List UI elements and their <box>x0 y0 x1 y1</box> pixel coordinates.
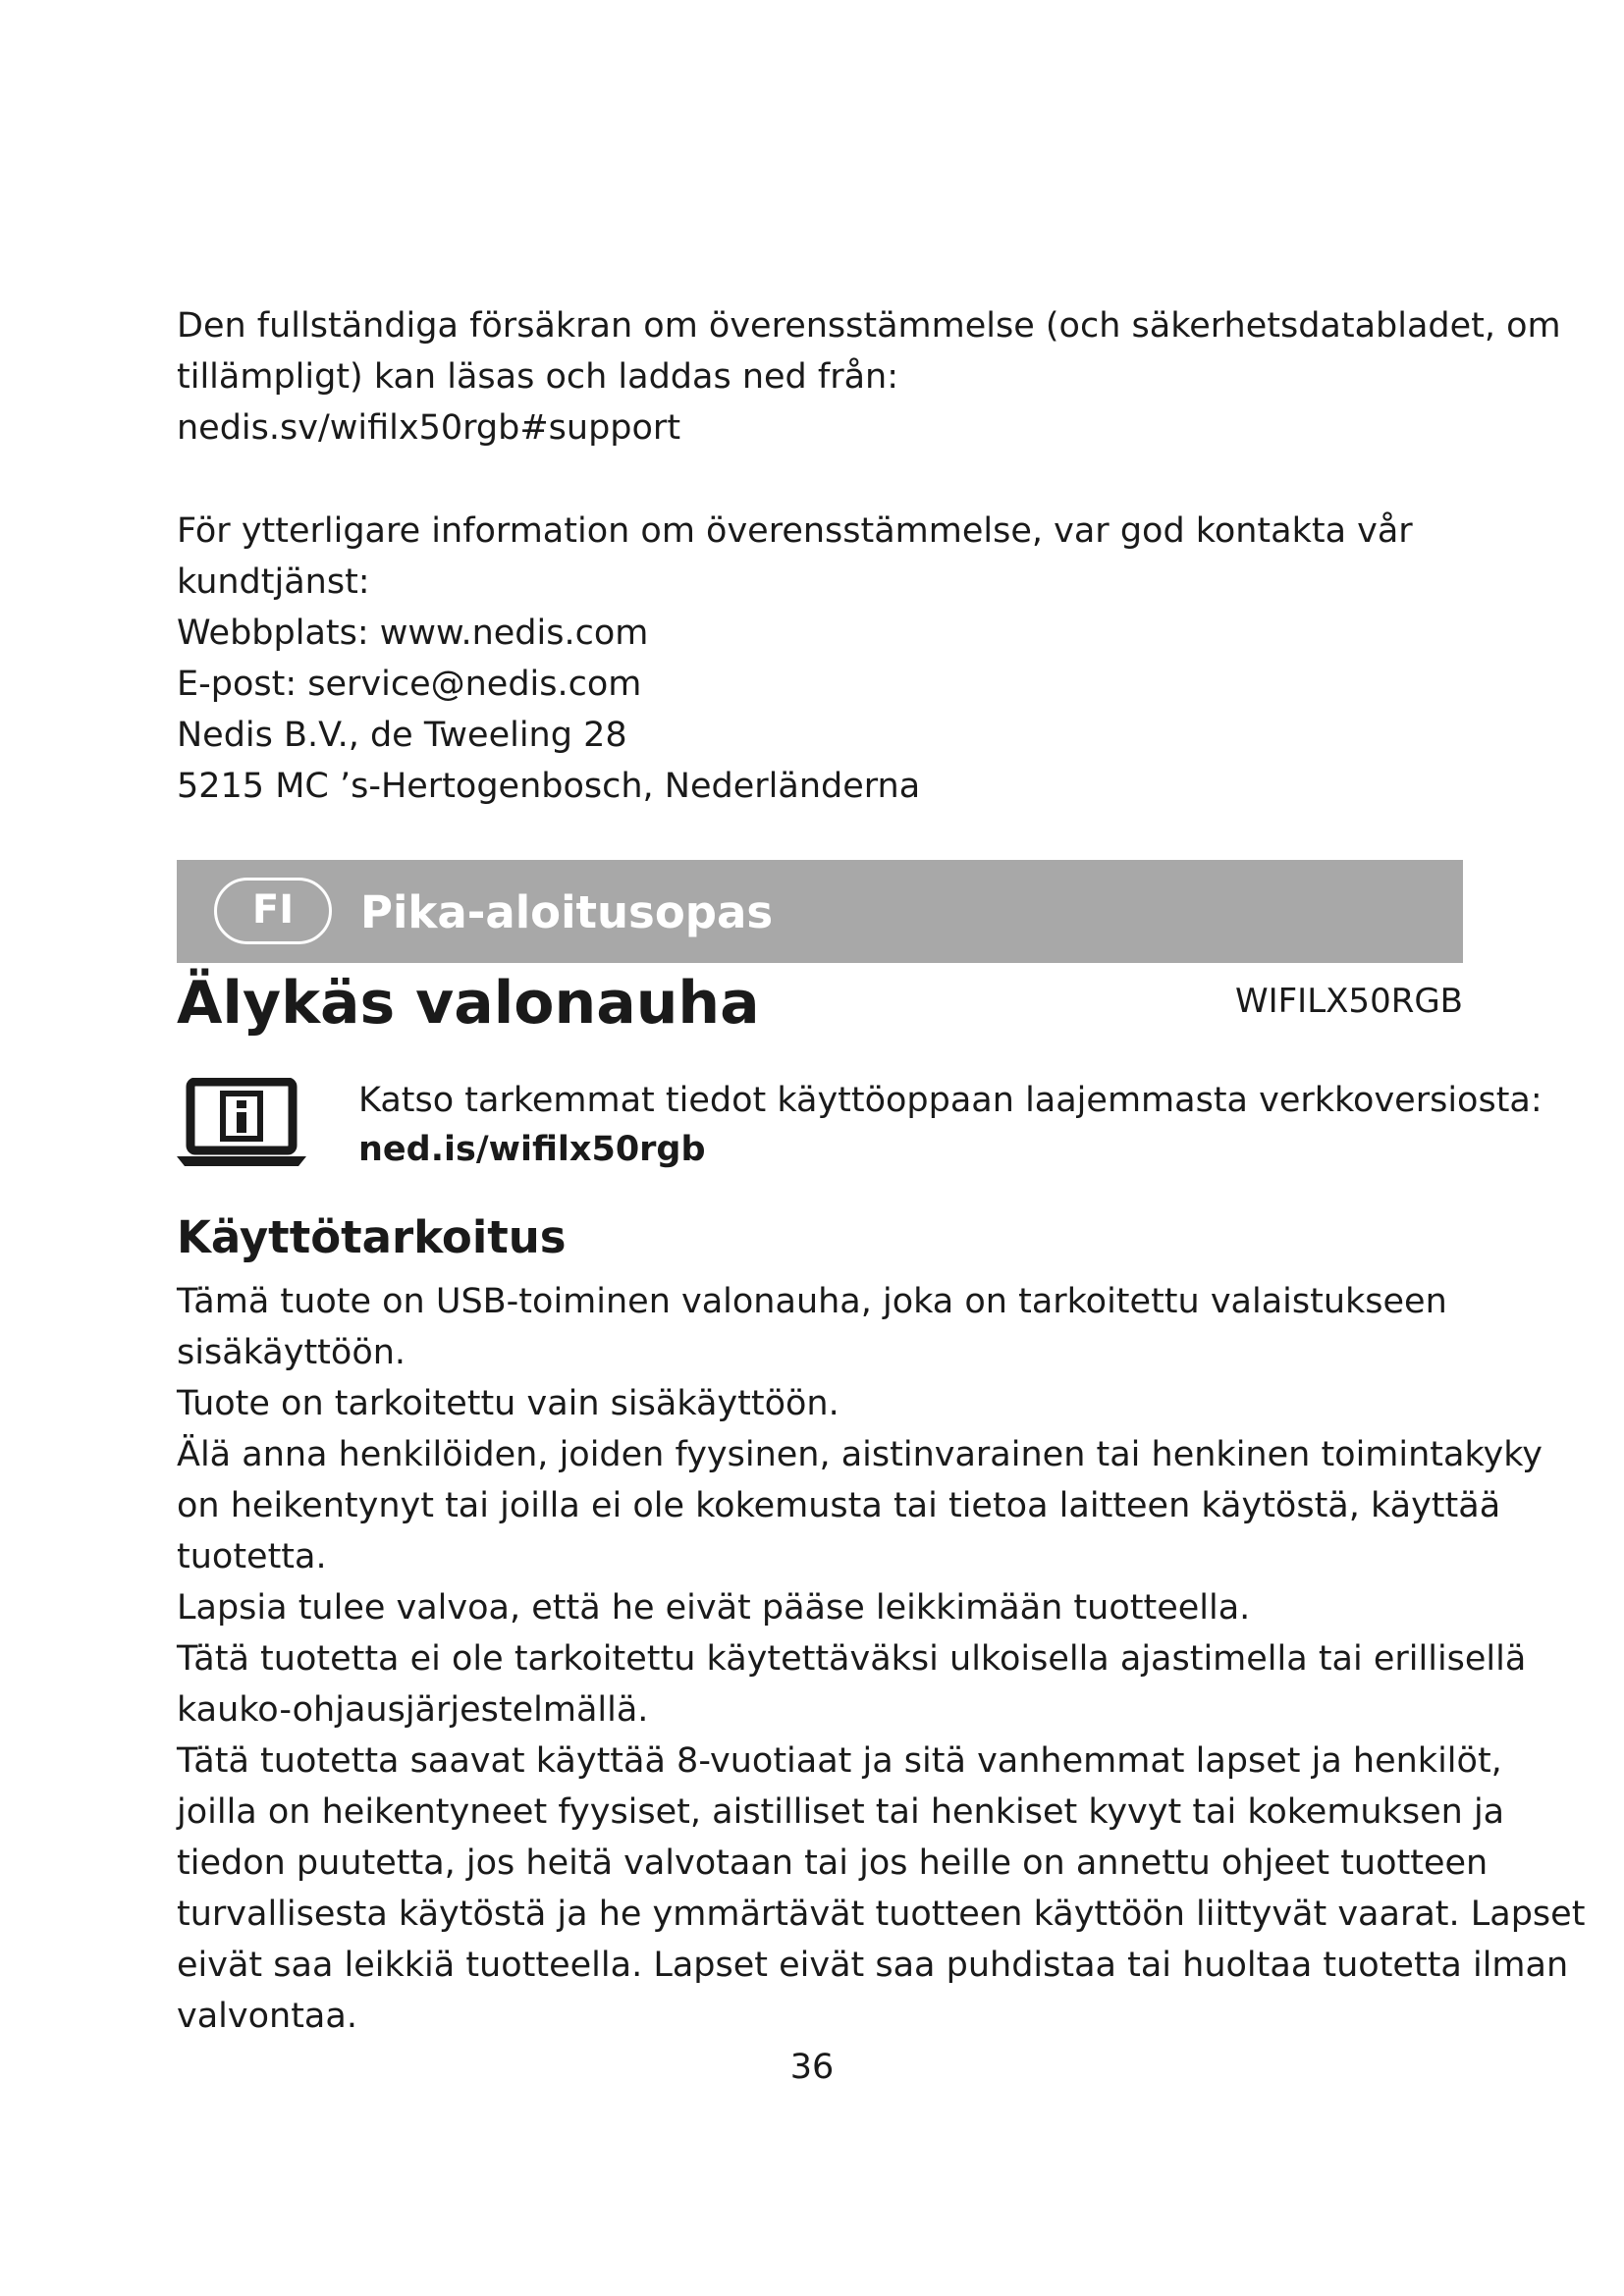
text-line: sisäkäyttöön. <box>177 1333 406 1372</box>
text-line: tuotetta. <box>177 1537 327 1576</box>
online-manual-info <box>358 1076 1543 1174</box>
laptop-info-icon <box>177 1078 306 1168</box>
text-line: För ytterligare information om överensstämmelse, var god kontakta vår <box>177 511 1413 551</box>
intended-use-body <box>177 1276 1586 2042</box>
text-line: tiedon puutetta, jos heitä valvotaan tai jos heille on annettu ohjeet tuotteen <box>177 1843 1489 1883</box>
text-line: eivät saa leikkiä tuotteella. Lapset eivät saa puhdistaa tai huoltaa tuotetta ilman <box>177 1946 1569 1985</box>
text-line: Tätä tuotetta ei ole tarkoitettu käytettäväksi ulkoisella ajastimella tai erillisellä <box>177 1639 1527 1679</box>
product-title: Älykäs valonauha <box>177 969 760 1038</box>
page-number: 36 <box>789 2048 835 2087</box>
text-line: Den fullständiga försäkran om överensstämmelse (och säkerhetsdatabladet, om <box>177 306 1561 346</box>
text-line: tillämpligt) kan läsas och laddas ned från: <box>177 357 899 397</box>
text-line: joilla on heikentyneet fyysiset, aistilliset tai henkiset kyvyt tai kokemuksen ja <box>177 1792 1505 1832</box>
support-link[interactable]: nedis.sv/wifilx50rgb#support <box>177 408 681 448</box>
website-line[interactable]: Webbplats: www.nedis.com <box>177 614 649 653</box>
text-line: on heikentynyt tai joilla ei ole kokemusta tai tietoa laitteen käytöstä, käyttää <box>177 1486 1501 1525</box>
intended-use-heading: Käyttötarkoitus <box>177 1211 567 1263</box>
text-line: valvontaa. <box>177 1997 357 2036</box>
language-badge: FI <box>214 878 332 944</box>
swedish-contact-block <box>177 506 1463 812</box>
product-code: WIFILX50RGB <box>1234 982 1463 1021</box>
text-line: Tuote on tarkoitettu vain sisäkäyttöön. <box>177 1384 839 1423</box>
swedish-declaration-block <box>177 300 1561 454</box>
email-line[interactable]: E-post: service@nedis.com <box>177 665 642 704</box>
language-section-bar <box>177 860 1463 963</box>
online-manual-link[interactable]: ned.is/wifilx50rgb <box>358 1130 706 1169</box>
text-line: Älä anna henkilöiden, joiden fyysinen, aistinvarainen tai henkinen toimintakyky <box>177 1435 1543 1474</box>
text-line: turvallisesta käytöstä ja he ymmärtävät tuotteen käyttöön liittyvät vaarat. Lapset <box>177 1895 1586 1934</box>
text-line: kundtjänst: <box>177 562 370 602</box>
address-line: Nedis B.V., de Tweeling 28 <box>177 716 627 755</box>
address-line: 5215 MC ’s-Hertogenbosch, Nederländerna <box>177 767 921 806</box>
text-line: Tämä tuote on USB-toiminen valonauha, joka on tarkoitettu valaistukseen <box>177 1282 1447 1321</box>
online-manual-text: Katso tarkemmat tiedot käyttöoppaan laajemmasta verkkoversiosta: <box>358 1081 1543 1120</box>
text-line: kauko-ohjausjärjestelmällä. <box>177 1690 649 1730</box>
text-line: Tätä tuotetta saavat käyttää 8-vuotiaat ja sitä vanhemmat lapset ja henkilöt, <box>177 1741 1502 1781</box>
quick-start-title: Pika-aloitusopas <box>360 886 774 938</box>
text-line: Lapsia tulee valvoa, että he eivät pääse leikkimään tuotteella. <box>177 1588 1251 1628</box>
